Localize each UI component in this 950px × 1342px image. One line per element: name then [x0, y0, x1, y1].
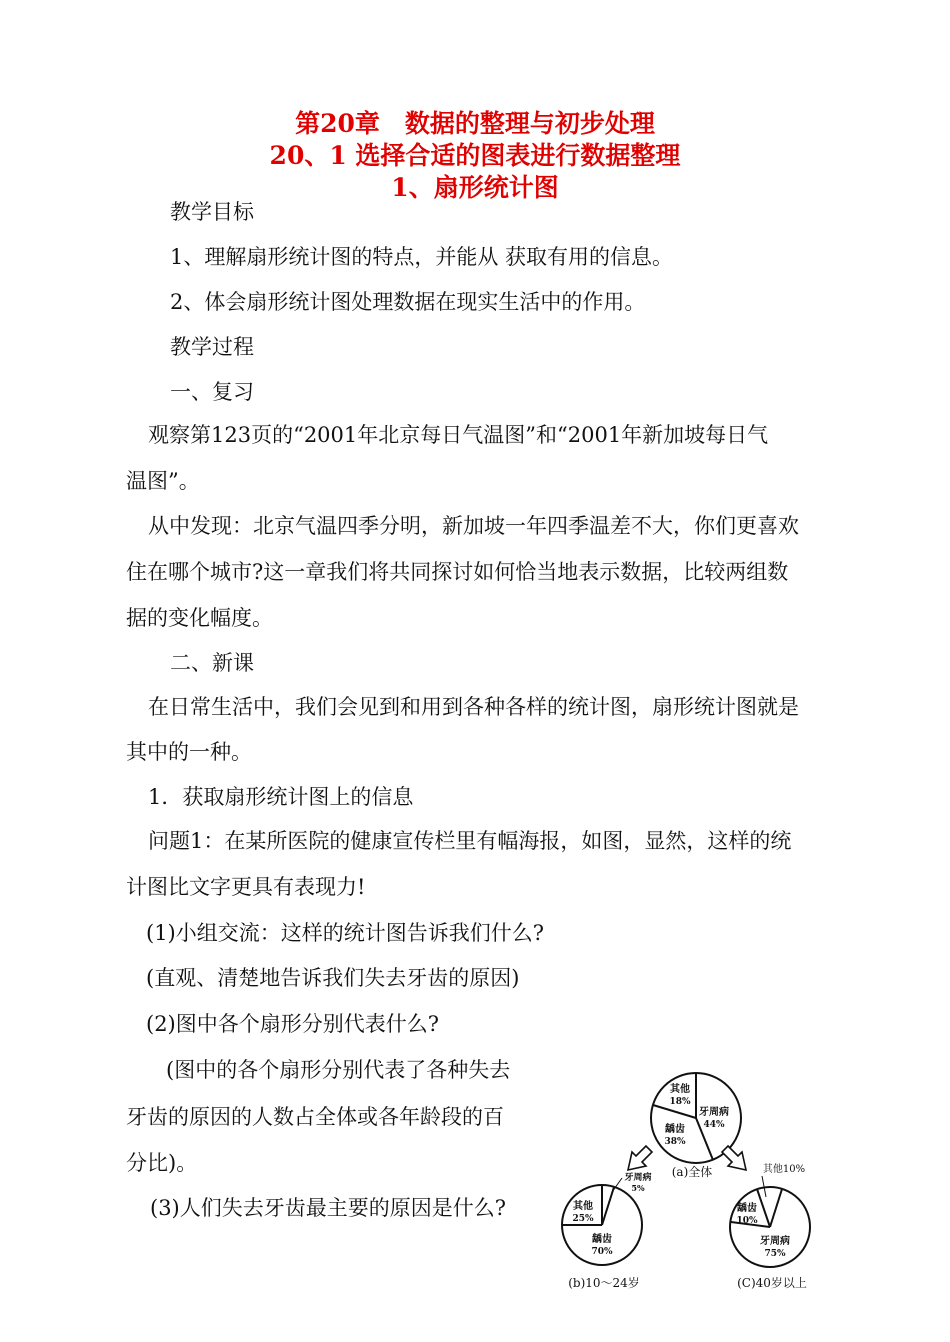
answer-2-line: 牙齿的原因的人数占全体或各年龄段的百: [126, 1105, 504, 1129]
paragraph-line: 在日常生活中，我们会见到和用到各种各样的统计图，扇形统计图就是: [148, 695, 799, 719]
pie-total: [651, 1073, 741, 1179]
slice-label: 牙周病: [624, 1173, 652, 1183]
slice-label: 龋齿: [592, 1234, 612, 1245]
slice-pct: 10%: [736, 1216, 758, 1226]
slice-label: 其他: [670, 1084, 690, 1095]
slice-label: 龋齿: [737, 1203, 757, 1214]
heading-teaching-process: 教学过程: [170, 335, 254, 359]
paragraph-line: 从中发现：北京气温四季分明，新加坡一年四季温差不大，你们更喜欢: [148, 514, 799, 538]
pie-caption: (C)40岁以上: [737, 1276, 807, 1290]
pie-figure-svg: [552, 1072, 842, 1307]
goal-1: 1、理解扇形统计图的特点，并能从 获取有用的信息。: [170, 245, 674, 269]
question-3: (3)人们失去牙齿最主要的原因是什么?: [150, 1196, 507, 1220]
arrow-left-icon: [628, 1146, 652, 1170]
answer-2-line: 分比)。: [126, 1151, 198, 1175]
paragraph-line: 问题1：在某所医院的健康宣传栏里有幅海报，如图，显然，这样的统: [148, 829, 792, 853]
question-1: (1)小组交流：这样的统计图告诉我们什么?: [146, 921, 545, 945]
pie-caption: (a)全体: [671, 1165, 713, 1179]
slice-pct: 38%: [664, 1137, 686, 1147]
paragraph-line: 温图”。: [126, 469, 200, 493]
slice-label: 其他: [573, 1201, 593, 1212]
slice-pct: 44%: [703, 1120, 725, 1130]
slice-divider: [602, 1187, 614, 1225]
paragraph-line: 据的变化幅度。: [126, 606, 273, 630]
chapter-title: 第20章 数据的整理与初步处理: [295, 109, 655, 138]
slice-divider: [757, 1189, 770, 1227]
paragraph-line: 计图比文字更具有表现力!: [126, 875, 366, 899]
slice-label: 牙周病: [760, 1236, 790, 1247]
section-title: 20、1 选择合适的图表进行数据整理: [269, 141, 681, 170]
heading-new-lesson: 二、新课: [170, 651, 254, 675]
subheading-pie-info: 1．获取扇形统计图上的信息: [148, 785, 414, 809]
answer-1: (直观、清楚地告诉我们失去牙齿的原因): [146, 966, 520, 990]
tooth-loss-pie-figure: [552, 1072, 842, 1307]
lesson-title: 1、扇形统计图: [391, 173, 559, 202]
slice-divider: [770, 1189, 782, 1227]
slice-pct: 70%: [591, 1247, 613, 1257]
goal-2: 2、体会扇形统计图处理数据在现实生活中的作用。: [170, 290, 646, 314]
heading-review: 一、复习: [170, 380, 254, 404]
paragraph-line: 住在哪个城市?这一章我们将共同探讨如何恰当地表示数据，比较两组数: [126, 560, 789, 584]
pie-caption: (b)10～24岁: [568, 1276, 640, 1290]
paragraph-line: 观察第123页的“2001年北京每日气温图”和“2001年新加坡每日气: [148, 423, 769, 447]
slice-label: 牙周病: [699, 1107, 729, 1118]
arrow-right-icon: [722, 1146, 746, 1170]
slice-pct: 25%: [572, 1214, 594, 1224]
pie-age-10-24: [562, 1171, 652, 1290]
heading-teaching-goals: 教学目标: [170, 200, 254, 224]
question-2: (2)图中各个扇形分别代表什么?: [146, 1012, 440, 1036]
slice-label: 龋齿: [665, 1124, 685, 1135]
slice-pct: 18%: [669, 1097, 691, 1107]
slice-pct: 75%: [764, 1249, 786, 1259]
paragraph-line: 其中的一种。: [126, 740, 252, 764]
outside-label: 其他10%: [762, 1164, 806, 1175]
slice-pct: 5%: [631, 1183, 645, 1193]
title-block: [0, 108, 950, 204]
answer-2-line: (图中的各个扇形分别代表了各种失去: [166, 1058, 511, 1082]
pie-age-40-plus: [730, 1162, 810, 1290]
